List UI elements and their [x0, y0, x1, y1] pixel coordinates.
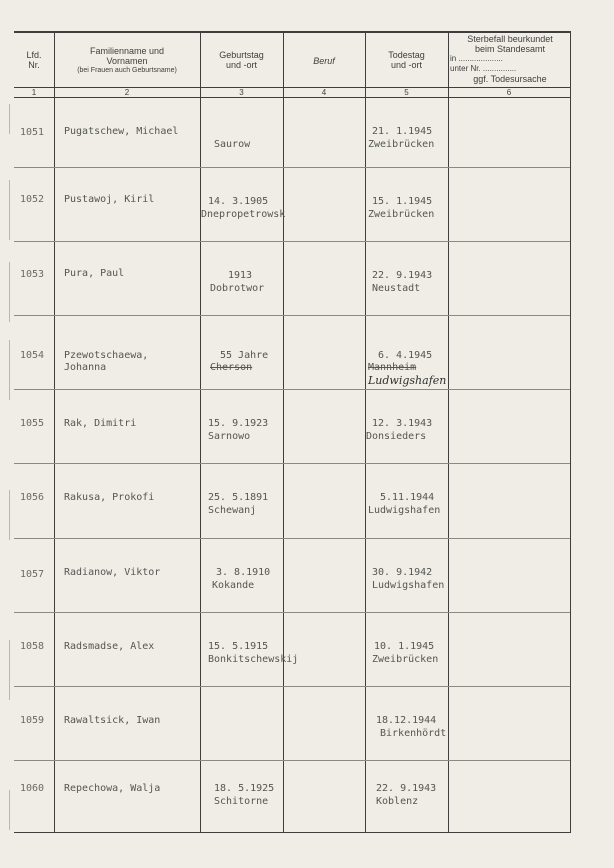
- row-divider: [14, 612, 570, 613]
- row-number: 1055: [20, 418, 45, 429]
- table-bottom-rule: [14, 832, 570, 833]
- column-number: 5: [404, 88, 409, 97]
- header-name-line3: (bei Frauen auch Geburtsname): [77, 67, 177, 74]
- death-place-struck: Mannheim: [368, 362, 417, 373]
- row-number: 1053: [20, 269, 45, 280]
- birth-date: 15. 9.1923: [208, 418, 269, 429]
- top-rule: [14, 31, 570, 33]
- person-name: Repechowa, Walja: [64, 783, 161, 794]
- row-number: 1057: [20, 569, 45, 580]
- header-profession: Beruf: [313, 56, 335, 66]
- death-place: Ludwigshafen: [368, 505, 441, 516]
- row-divider: [14, 241, 570, 242]
- person-name: Rak, Dimitri: [64, 418, 137, 429]
- header-registry-line3: in ....................: [450, 54, 503, 63]
- numbers-bottom-rule: [14, 97, 570, 98]
- right-edge: [570, 31, 571, 833]
- death-date: 18.12.1944: [376, 715, 437, 726]
- margin-mark: [9, 180, 10, 240]
- death-date: 21. 1.1945: [372, 126, 433, 137]
- row-divider: [14, 760, 570, 761]
- birth-date: 18. 5.1925: [214, 783, 275, 794]
- death-place: Donsieders: [366, 431, 427, 442]
- person-name: Radianow, Viktor: [64, 567, 161, 578]
- margin-mark: [9, 640, 10, 700]
- row-number: 1054: [20, 350, 45, 361]
- row-divider: [14, 315, 570, 316]
- birth-place-struck: Cherson: [210, 362, 253, 373]
- header-name-line1: Familienname und: [89, 46, 165, 56]
- margin-mark: [9, 490, 10, 540]
- header-birth-line2: und -ort: [225, 60, 258, 70]
- column-number: 3: [239, 88, 244, 97]
- birth-place: Dobrotwor: [210, 283, 265, 294]
- person-name: Pustawoj, Kiril: [64, 194, 155, 205]
- row-divider: [14, 686, 570, 687]
- header-registry-line5: ggf. Todesursache: [473, 74, 547, 84]
- header-lfd-nr: Lfd. Nr.: [26, 50, 42, 70]
- row-number: 1060: [20, 783, 45, 794]
- row-number: 1056: [20, 492, 45, 503]
- person-name: Rawaltsick, Iwan: [64, 715, 161, 726]
- birth-date: 1913: [228, 270, 253, 281]
- col-divider-2: [200, 31, 201, 833]
- column-number: 6: [506, 88, 512, 97]
- birth-date: 15. 5.1915: [208, 641, 269, 652]
- person-name: Rakusa, Prokofi: [64, 492, 155, 503]
- margin-mark: [9, 790, 10, 830]
- header-birth-line1: Geburtstag: [219, 50, 264, 60]
- death-place: Koblenz: [376, 796, 419, 807]
- header-death: [365, 50, 448, 70]
- death-place: Birkenhördt: [380, 728, 447, 739]
- death-date: 30. 9.1942: [372, 567, 433, 578]
- death-place: Zweibrücken: [368, 209, 435, 220]
- death-date: 6. 4.1945: [378, 350, 433, 361]
- row-number: 1052: [20, 194, 45, 205]
- death-date: 12. 3.1943: [372, 418, 433, 429]
- row-divider: [14, 167, 570, 168]
- row-number: 1058: [20, 641, 45, 652]
- row-divider: [14, 538, 570, 539]
- header-death-line2: und -ort: [390, 60, 423, 70]
- birth-place: Saurow: [214, 139, 251, 150]
- header-death-line1: Todestag: [388, 50, 425, 60]
- death-date: 5.11.1944: [380, 492, 435, 503]
- header-name-line2: Vornamen: [106, 56, 148, 66]
- birth-date: 25. 5.1891: [208, 492, 269, 503]
- birth-place: Bonkitschewskij: [208, 654, 299, 665]
- row-divider: [14, 389, 570, 390]
- death-place: Neustadt: [372, 283, 421, 294]
- column-number: 2: [124, 88, 130, 97]
- col-divider-5: [448, 31, 449, 833]
- column-number: 1: [31, 88, 37, 97]
- header-registry-line1: Sterbefall beurkundet: [467, 34, 553, 44]
- col-divider-1: [54, 31, 55, 833]
- row-divider: [14, 463, 570, 464]
- person-name: Pugatschew, Michael: [64, 126, 179, 137]
- death-date: 22. 9.1943: [372, 270, 433, 281]
- birth-place: Kokande: [212, 580, 255, 591]
- margin-mark: [9, 104, 10, 134]
- person-name: Pzewotschaewa, Johanna: [64, 350, 149, 373]
- death-place: Zweibrücken: [368, 139, 435, 150]
- birth-date: 14. 3.1905: [208, 196, 269, 207]
- death-place: Zweibrücken: [372, 654, 439, 665]
- column-number: 4: [321, 88, 327, 97]
- death-date: 10. 1.1945: [374, 641, 435, 652]
- birth-date: 55 Jahre: [220, 350, 269, 361]
- header-birth: [200, 50, 283, 70]
- row-number: 1059: [20, 715, 45, 726]
- death-date: 15. 1.1945: [372, 196, 433, 207]
- margin-mark: [9, 262, 10, 322]
- person-name: Radsmadse, Alex: [64, 641, 155, 652]
- birth-place: Sarnowo: [208, 431, 251, 442]
- col-divider-3: [283, 31, 284, 833]
- person-name: Pura, Paul: [64, 268, 125, 279]
- death-date: 22. 9.1943: [376, 783, 437, 794]
- header-name: [54, 46, 200, 76]
- header-registry-line4: unter Nr. ...............: [450, 64, 517, 73]
- header-registry-line2: beim Standesamt: [474, 44, 546, 54]
- birth-place: Schewanj: [208, 505, 257, 516]
- death-place: Ludwigshafen: [372, 580, 445, 591]
- row-number: 1051: [20, 127, 45, 138]
- death-place-handwritten: Ludwigshafen: [368, 374, 447, 387]
- margin-mark: [9, 340, 10, 400]
- header-registry: [450, 34, 570, 84]
- birth-place: Schitorne: [214, 796, 269, 807]
- birth-place: Dnepropetrowsk: [201, 209, 286, 220]
- birth-date: 3. 8.1910: [216, 567, 271, 578]
